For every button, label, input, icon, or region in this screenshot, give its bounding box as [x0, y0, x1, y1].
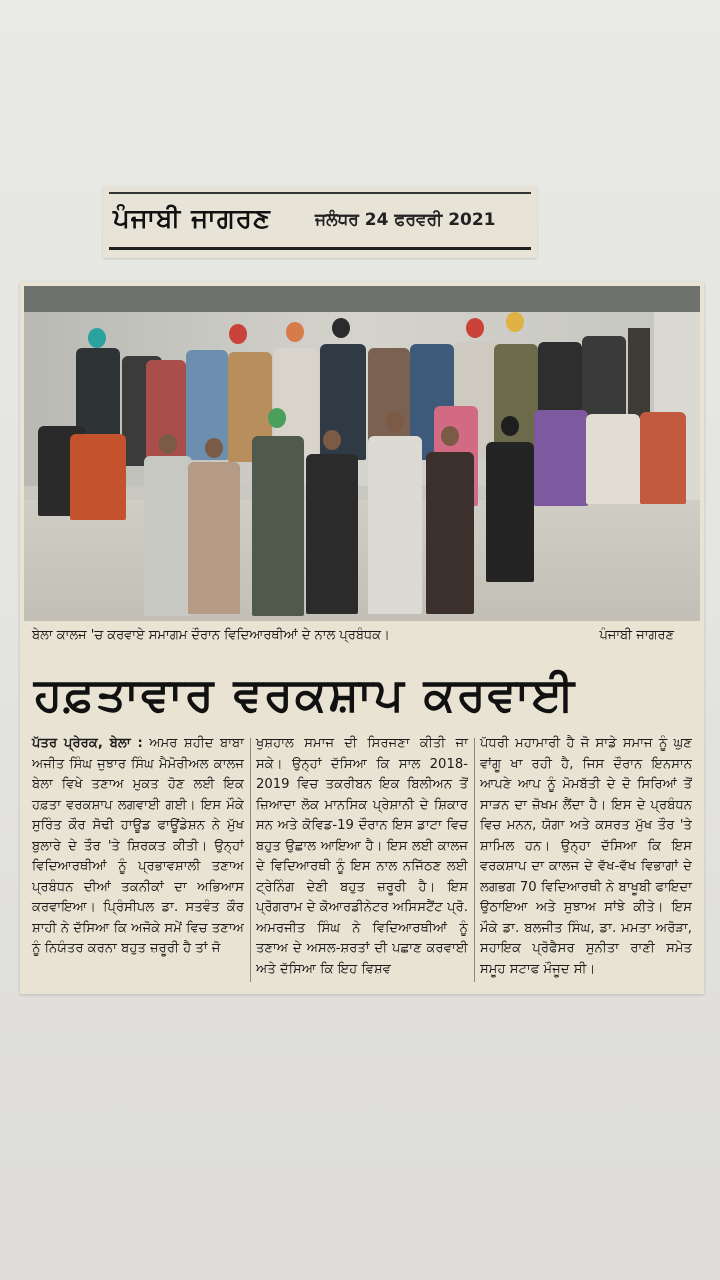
article-column-1	[32, 734, 244, 986]
photo-person	[640, 412, 686, 504]
photo-head	[506, 312, 524, 332]
photo-head	[159, 434, 177, 454]
article-column-2	[256, 734, 468, 986]
photo-head	[466, 318, 484, 338]
photo-credit: ਪੰਜਾਬੀ ਜਾਗਰਣ	[599, 628, 674, 643]
photo-head	[205, 438, 223, 458]
photo-head	[286, 322, 304, 342]
masthead-clipping	[103, 186, 537, 258]
photo-person	[426, 452, 474, 614]
photo-person	[70, 434, 126, 520]
column-2-text: ਖੁਸ਼ਹਾਲ ਸਮਾਜ ਦੀ ਸਿਰਜਣਾ ਕੀਤੀ ਜਾ ਸਕੇ। ਉਨ੍ਹਾਂ ਦੱਸਿਆ ਕਿ ਸਾਲ 2018-2019 ਵਿਚ ਤਕਰੀਬਨ ਇਕ ਬਿਲੀਅਨ ਤੋਂ ਜ਼ਿਆਦਾ ਲੋਕ ਮਾਨਸਿਕ ਪ੍ਰੇਸ਼ਾਨੀ ਦੇ ਸ਼ਿਕਾਰ ਸਨ ਅਤੇ ਕੋਵਿਡ-19 ਦੌਰਾਨ ਇਸ ਡਾਟਾ ਵਿਚ ਬਹੁਤ ਉਛਾਲ ਆਇਆ ਹੈ। ਇਸ ਲਈ ਕਾਲਜ ਦੇ ਵਿਦਿਆਰਥੀ ਨੂੰ ਇਸ ਨਾਲ ਨਜਿੱਠਣ ਲਈ ਟ੍ਰੇਨਿੰਗ ਦੇਣੀ ਬਹੁਤ ਜ਼ਰੂਰੀ ਹੈ। ਇਸ ਪ੍ਰੋਗਰਾਮ ਦੇ ਕੋਆਰਡੀਨੇਟਰ ਅਸਿਸਟੈਂਟ ਪ੍ਰੋ. ਅਮਰਜੀਤ ਸਿੰਘ ਨੇ ਵਿਦਿਆਰਥੀਆਂ ਨੂੰ ਤਣਾਅ ਦੇ ਅਸਲ-ਸ਼ਰਤਾਂ ਦੀ ਪਛਾਣ ਕਰਵਾਈ ਅਤੇ ਦੱਸਿਆ ਕਿ ਇਹ ਵਿਸ਼ਵ	[256, 736, 468, 977]
article-column-3	[480, 734, 692, 986]
photo-head	[88, 328, 106, 348]
article-headline: ਹਫ਼ਤਾਵਾਰ ਵਰਕਸ਼ਾਪ ਕਰਵਾਈ	[34, 667, 577, 721]
newspaper-name: ਪੰਜਾਬੀ ਜਾਗਰਣ	[113, 204, 271, 234]
photo-person	[494, 344, 538, 458]
photo-person	[586, 414, 640, 504]
article-body	[32, 734, 696, 986]
photo-ceiling	[24, 286, 700, 312]
photo-person	[188, 462, 240, 614]
photo-head	[386, 412, 404, 432]
article-dateline: ਪੱਤਰ ਪ੍ਰੇਰਕ, ਬੇਲਾ :	[32, 736, 143, 751]
photo-person	[144, 456, 192, 616]
photo-person	[306, 454, 358, 614]
group-photo	[24, 286, 700, 621]
photo-head	[268, 408, 286, 428]
column-divider	[474, 738, 475, 982]
photo-person	[368, 436, 422, 614]
photo-caption: ਬੇਲਾ ਕਾਲਜ 'ਚ ਕਰਵਾਏ ਸਮਾਗਮ ਦੌਰਾਨ ਵਿਦਿਆਰਥੀਆਂ ਦੇ ਨਾਲ ਪ੍ਰਬੰਧਕ।	[32, 628, 390, 643]
masthead-bottom-rule	[109, 247, 531, 250]
article-clipping	[20, 282, 704, 994]
photo-head	[332, 318, 350, 338]
photo-caption-bar	[24, 624, 700, 650]
photo-head	[229, 324, 247, 344]
photo-person	[252, 436, 304, 616]
photo-head	[441, 426, 459, 446]
column-1-text: ਅਮਰ ਸ਼ਹੀਦ ਬਾਬਾ ਅਜੀਤ ਸਿੰਘ ਜੁਝਾਰ ਸਿੰਘ ਮੈਮੋਰੀਅਲ ਕਾਲਜ ਬੇਲਾ ਵਿਖੇ ਤਣਾਅ ਮੁਕਤ ਹੋਣ ਲਈ ਇਕ ਹਫ਼ਤਾ ਵਰਕਸ਼ਾਪ ਲਗਵਾਈ ਗਈ। ਇਸ ਮੌਕੇ ਸੁਰਿੰਤ ਕੌਰ ਸੋਢੀ ਹਾਊਡ ਫਾਊਂਡੇਸ਼ਨ ਨੇ ਮੁੱਖ ਬੁਲਾਰੇ ਦੇ ਤੌਰ 'ਤੇ ਸ਼ਿਰਕਤ ਕੀਤੀ। ਉਨ੍ਹਾਂ ਵਿਦਿਆਰਥੀਆਂ ਨੂੰ ਪ੍ਰਭਾਵਸ਼ਾਲੀ ਤਣਾਅ ਪ੍ਰਬੰਧਨ ਦੀਆਂ ਤਕਨੀਕਾਂ ਦਾ ਅਭਿਆਸ ਕਰਵਾਇਆ। ਪ੍ਰਿੰਸੀਪਲ ਡਾ. ਸਤਵੰਤ ਕੌਰ ਸ਼ਾਹੀ ਨੇ ਦੱਸਿਆ ਕਿ ਅਜੋਕੇ ਸਮੇਂ ਵਿਚ ਤਣਾਅ ਨੂੰ ਨਿਯੰਤਰ ਕਰਨਾ ਬਹੁਤ ਜ਼ਰੂਰੀ ਹੈ ਤਾਂ ਜੋ	[32, 736, 244, 956]
photo-person	[486, 442, 534, 582]
column-3-text: ਪੱਧਰੀ ਮਹਾਮਾਰੀ ਹੈ ਜੋ ਸਾਡੇ ਸਮਾਜ ਨੂੰ ਘੁਣ ਵਾਂਗੂ ਖਾ ਰਹੀ ਹੈ, ਜਿਸ ਦੌਰਾਨ ਇਨਸਾਨ ਆਪਣੇ ਆਪ ਨੂੰ ਮੋਮਬੱਤੀ ਦੇ ਦੋ ਸਿਰਿਆਂ ਤੋਂ ਸਾੜਨ ਦਾ ਜ਼ੋਖਮ ਲੈਂਦਾ ਹੈ। ਇਸ ਦੇ ਪ੍ਰਬੰਧਨ ਵਿਚ ਮਨਨ, ਯੋਗਾ ਅਤੇ ਕਸਰਤ ਮੁੱਖ ਤੌਰ 'ਤੇ ਸ਼ਾਮਿਲ ਹਨ। ਉਨ੍ਹਾ ਦੱਸਿਆ ਕਿ ਇਸ ਵਰਕਸ਼ਾਪ ਦਾ ਕਾਲਜ ਦੇ ਵੱਖ-ਵੱਖ ਵਿਭਾਗਾਂ ਦੇ ਲਗਭਗ 70 ਵਿਦਿਆਰਥੀ ਨੇ ਬਾਖੂਬੀ ਫਾਇਦਾ ਉਠਾਇਆ ਅਤੇ ਸੁਝਾਅ ਸਾਂਝੇ ਕੀਤੇ। ਇਸ ਮੌਕੇ ਡਾ. ਬਲਜੀਤ ਸਿੰਘ, ਡਾ. ਮਮਤਾ ਅਰੋੜਾ, ਸਹਾਇਕ ਪ੍ਰੋਫੈਸਰ ਸੁਨੀਤਾ ਰਾਣੀ ਸਮੇਤ ਸਮੂਹ ਸਟਾਫ ਮੌਜੂਦ ਸੀ।	[480, 736, 692, 977]
column-divider	[250, 738, 251, 982]
photo-head	[501, 416, 519, 436]
photo-person	[534, 410, 588, 506]
photo-head	[323, 430, 341, 450]
edition-date: ਜਲੰਧਰ 24 ਫਰਵਰੀ 2021	[315, 210, 496, 230]
masthead-top-rule	[109, 192, 531, 194]
